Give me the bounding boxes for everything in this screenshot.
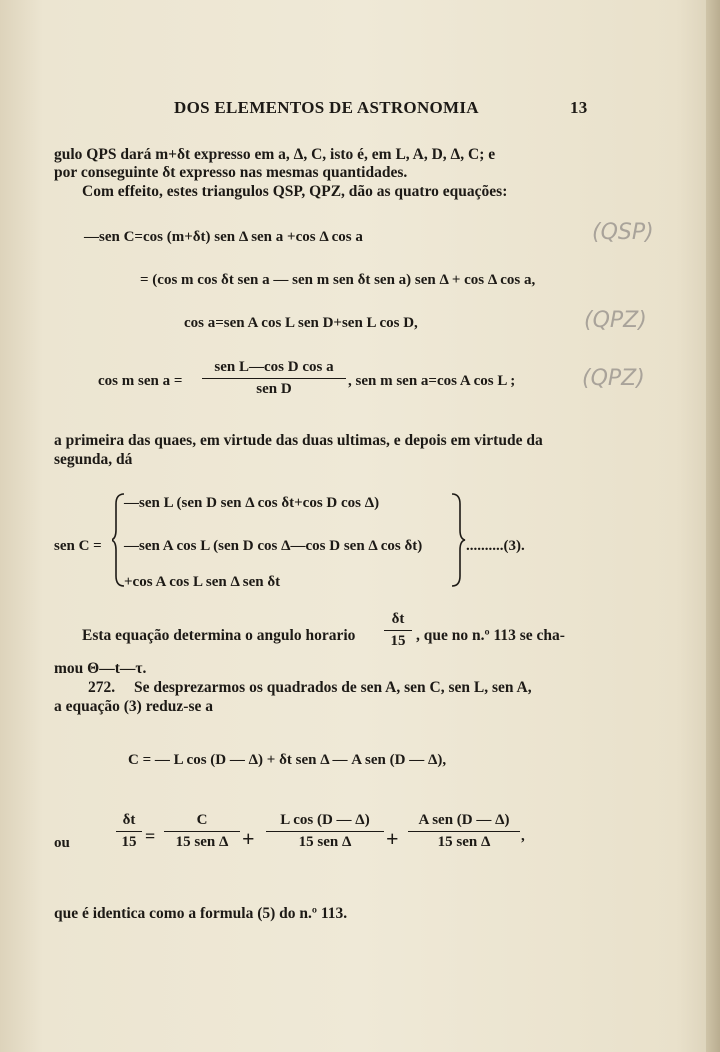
equation-7-end: ,	[521, 828, 525, 844]
equation-5-lhs: sen C =	[54, 538, 102, 554]
text-line: Com effeito, estes triangulos QSP, QPZ, dão as quatro equações:	[82, 183, 508, 200]
pencil-note: (QPZ)	[582, 366, 645, 391]
equation-tag-3: ..........(3).	[466, 538, 525, 554]
equation-2: = (cos m cos δt sen a — sen m sen δt sen a) sen Δ + cos Δ cos a,	[140, 272, 536, 288]
equation-1: —sen C=cos (m+δt) sen Δ sen a +cos Δ cos a	[84, 229, 363, 245]
equation-4-rhs: , sen m sen a=cos A cos L ;	[348, 373, 516, 389]
inline-fraction	[384, 611, 412, 650]
equation-4-fraction	[202, 359, 346, 398]
equation-4-lhs: cos m sen a =	[98, 373, 183, 389]
equation-5-row-1: —sen L (sen D sen Δ cos δt+cos D cos Δ)	[124, 495, 380, 511]
equation-7-fraction-4	[408, 812, 520, 851]
fraction-numerator: sen L—cos D cos a	[214, 359, 334, 375]
running-title: DOS ELEMENTOS DE ASTRONOMIA	[174, 98, 479, 117]
text-line: mou Θ—t—τ.	[54, 660, 147, 677]
pencil-note: (QSP)	[592, 220, 654, 245]
text-line: , que no n.º 113 se cha-	[416, 627, 565, 644]
equation-7-fraction-1	[116, 812, 142, 851]
fraction-denominator: 15 sen Δ	[298, 834, 352, 850]
text-line: a primeira das quaes, em virtude das duas ultimas, e depois em virtude da	[54, 432, 543, 449]
text-line: a equação (3) reduz-se a	[54, 698, 213, 715]
fraction-numerator: δt	[122, 812, 136, 828]
section-number: 272.	[88, 679, 116, 696]
plus-sign: +	[242, 826, 255, 851]
page-number: 13	[570, 98, 588, 117]
text-line: Se desprezarmos os quadrados de sen A, sen C, sen L, sen A,	[134, 679, 532, 696]
text-line: segunda, dá	[54, 451, 133, 468]
equation-7-fraction-3	[266, 812, 384, 851]
text-line: gulo QPS dará m+δt expresso em a, Δ, C, isto é, em L, A, D, Δ, C; e	[54, 146, 496, 163]
fraction-numerator: δt	[391, 611, 405, 627]
equation-7-prefix: ou	[54, 835, 70, 851]
text-line: que é identica como a formula (5) do n.º 113.	[54, 905, 348, 922]
fraction-numerator: C	[196, 812, 208, 828]
equation-3: cos a=sen A cos L sen D+sen L cos D,	[184, 315, 418, 331]
fraction-denominator: 15 sen Δ	[175, 834, 229, 850]
pencil-note: (QPZ)	[584, 308, 647, 333]
text-line: por conseguinte δt expresso nas mesmas quantidades.	[54, 164, 408, 181]
fraction-numerator: L cos (D — Δ)	[280, 812, 370, 828]
fraction-denominator: sen D	[256, 381, 292, 397]
fraction-denominator: 15 sen Δ	[437, 834, 491, 850]
equals-sign: =	[145, 826, 156, 846]
equation-7-fraction-2	[164, 812, 240, 851]
equation-6: C = — L cos (D — Δ) + δt sen Δ — A sen (D — Δ),	[128, 752, 447, 768]
right-brace	[450, 492, 466, 588]
page-edge	[706, 0, 720, 1052]
equation-5-row-3: +cos A cos L sen Δ sen δt	[124, 574, 281, 590]
fraction-numerator: A sen (D — Δ)	[418, 812, 510, 828]
equation-5-row-2: —sen A cos L (sen D cos Δ—cos D sen Δ cos δt)	[124, 538, 423, 554]
fraction-denominator: 15	[121, 834, 137, 850]
text-line: Esta equação determina o angulo horario	[82, 627, 356, 644]
fraction-denominator: 15	[390, 633, 406, 649]
plus-sign: +	[386, 826, 399, 851]
